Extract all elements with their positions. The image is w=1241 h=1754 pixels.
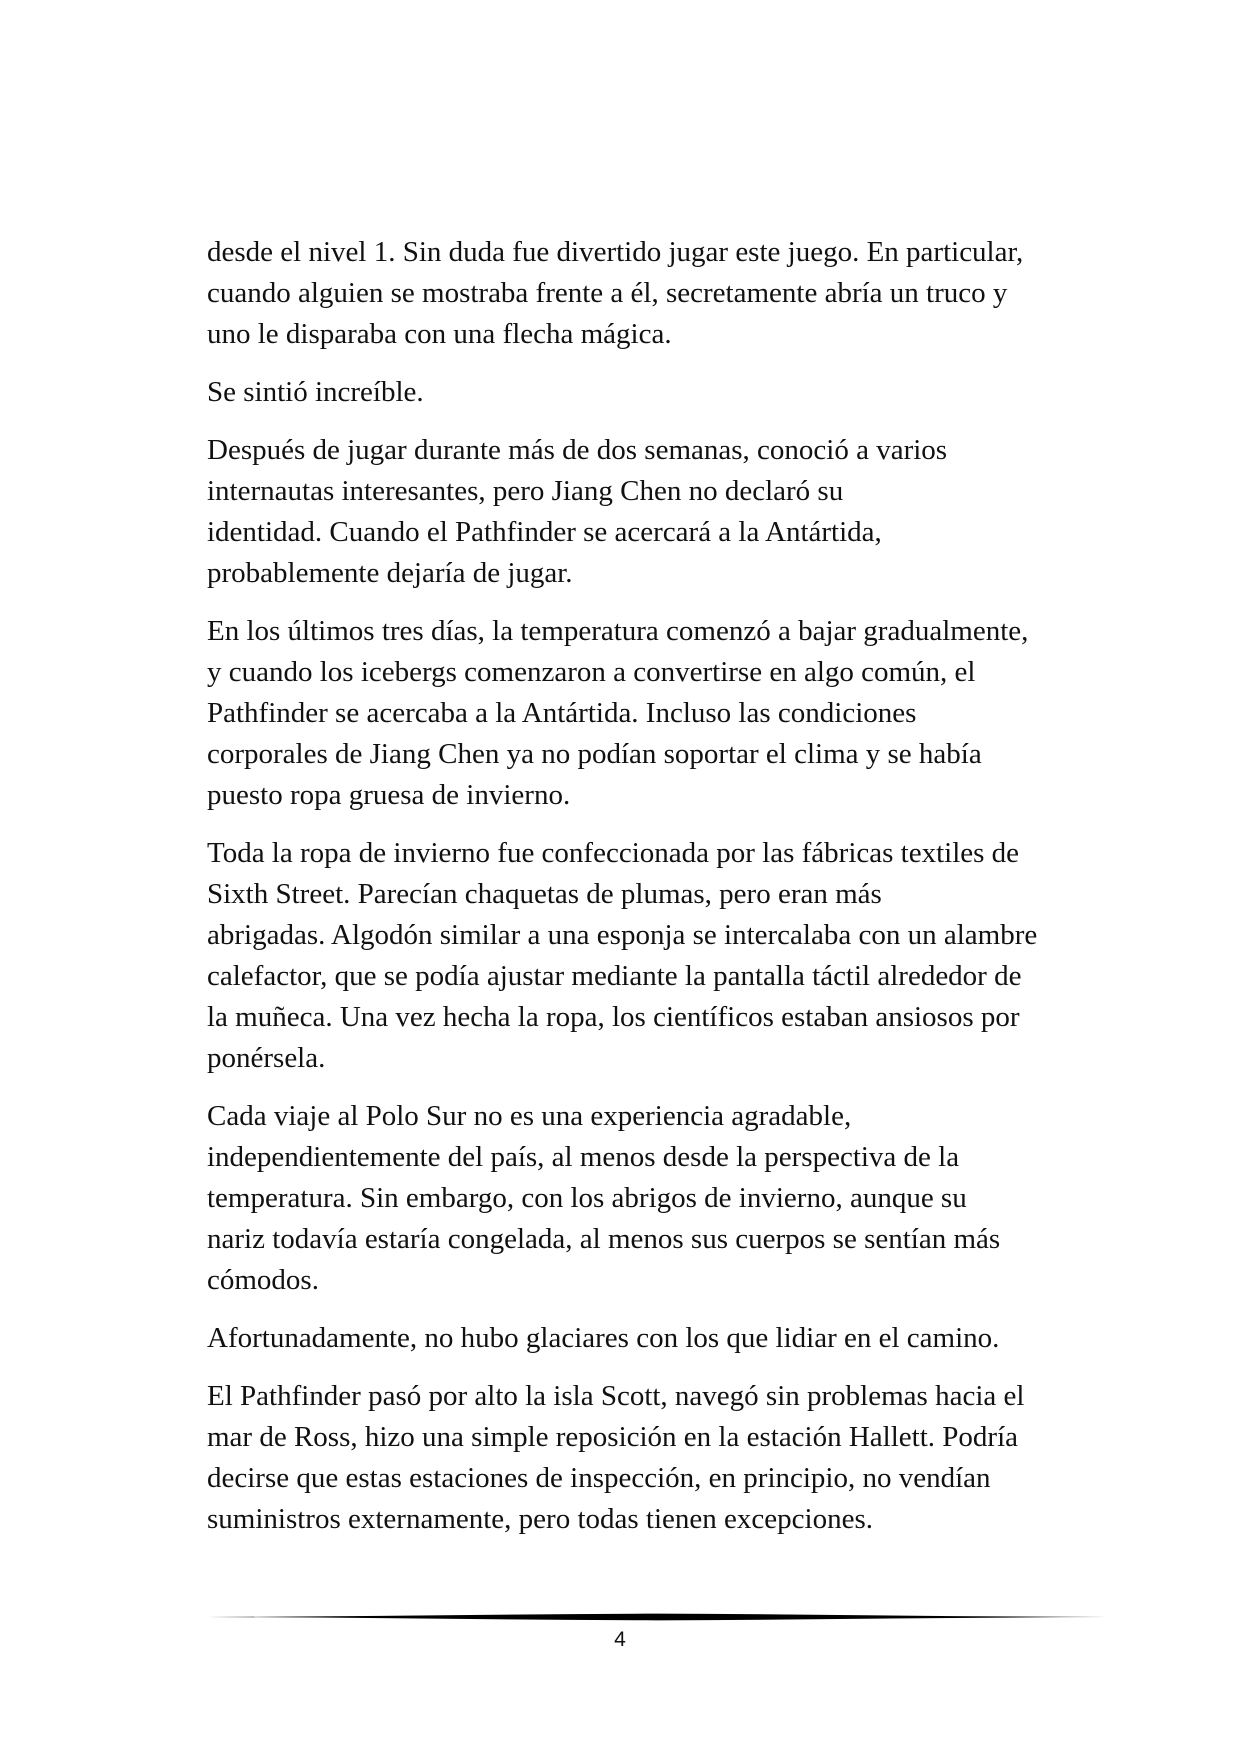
text-line: calefactor, que se podía ajustar mediante la pantalla táctil alrededor de <box>207 960 1022 992</box>
text-line: la muñeca. Una vez hecha la ropa, los científicos estaban ansiosos por <box>207 1001 1020 1033</box>
text-line: El Pathfinder pasó por alto la isla Scott, navegó sin problemas hacia el <box>207 1380 1025 1412</box>
paragraph <box>207 1096 1077 1301</box>
text-line: ponérsela. <box>207 1042 326 1074</box>
text-line: suministros externamente, pero todas tienen excepciones. <box>207 1503 873 1535</box>
text-line: Se sintió increíble. <box>207 376 424 408</box>
page-number: 4 <box>614 1628 626 1651</box>
text-line: desde el nivel 1. Sin duda fue divertido jugar este juego. En particular, <box>207 236 1024 268</box>
paragraph <box>207 430 1077 594</box>
text-line: independientemente del país, al menos desde la perspectiva de la <box>207 1141 960 1173</box>
text-line: cuando alguien se mostraba frente a él, secretamente abría un truco y <box>207 277 1008 309</box>
text-line: puesto ropa gruesa de invierno. <box>207 779 571 811</box>
paragraph <box>207 1376 1077 1540</box>
text-line: corporales de Jiang Chen ya no podían soportar el clima y se había <box>207 738 982 770</box>
paragraph <box>207 611 1077 816</box>
text-line: En los últimos tres días, la temperatura comenzó a bajar gradualmente, <box>207 615 1029 647</box>
text-line: probablemente dejaría de jugar. <box>207 557 573 589</box>
paragraph <box>207 372 1077 413</box>
paragraph <box>207 1318 1077 1359</box>
text-line: mar de Ross, hizo una simple reposición en la estación Hallett. Podría <box>207 1421 1018 1453</box>
text-line: Sixth Street. Parecían chaquetas de plumas, pero eran más <box>207 878 882 910</box>
text-line: decirse que estas estaciones de inspección, en principio, no vendían <box>207 1462 991 1494</box>
text-line: Cada viaje al Polo Sur no es una experiencia agradable, <box>207 1100 852 1132</box>
text-line: y cuando los icebergs comenzaron a convertirse en algo común, el <box>207 656 976 688</box>
text-line: identidad. Cuando el Pathfinder se acercará a la Antártida, <box>207 516 882 548</box>
text-line: cómodos. <box>207 1264 319 1296</box>
text-line: Después de jugar durante más de dos semanas, conoció a varios <box>207 434 948 466</box>
text-line: Afortunadamente, no hubo glaciares con los que lidiar en el camino. <box>207 1322 1000 1354</box>
body-text <box>207 232 1077 1557</box>
paragraph <box>207 232 1077 355</box>
text-line: temperatura. Sin embargo, con los abrigos de invierno, aunque su <box>207 1182 967 1214</box>
text-line: abrigadas. Algodón similar a una esponja se intercalaba con un alambre <box>207 919 1038 951</box>
text-line: nariz todavía estaría congelada, al menos sus cuerpos se sentían más <box>207 1223 1001 1255</box>
footer-rule <box>207 1612 1107 1622</box>
text-line: internautas interesantes, pero Jiang Chen no declaró su <box>207 475 844 507</box>
text-line: uno le disparaba con una flecha mágica. <box>207 318 672 350</box>
text-line: Toda la ropa de invierno fue confeccionada por las fábricas textiles de <box>207 837 1020 869</box>
paragraph <box>207 833 1077 1079</box>
text-line: Pathfinder se acercaba a la Antártida. Incluso las condiciones <box>207 697 917 729</box>
